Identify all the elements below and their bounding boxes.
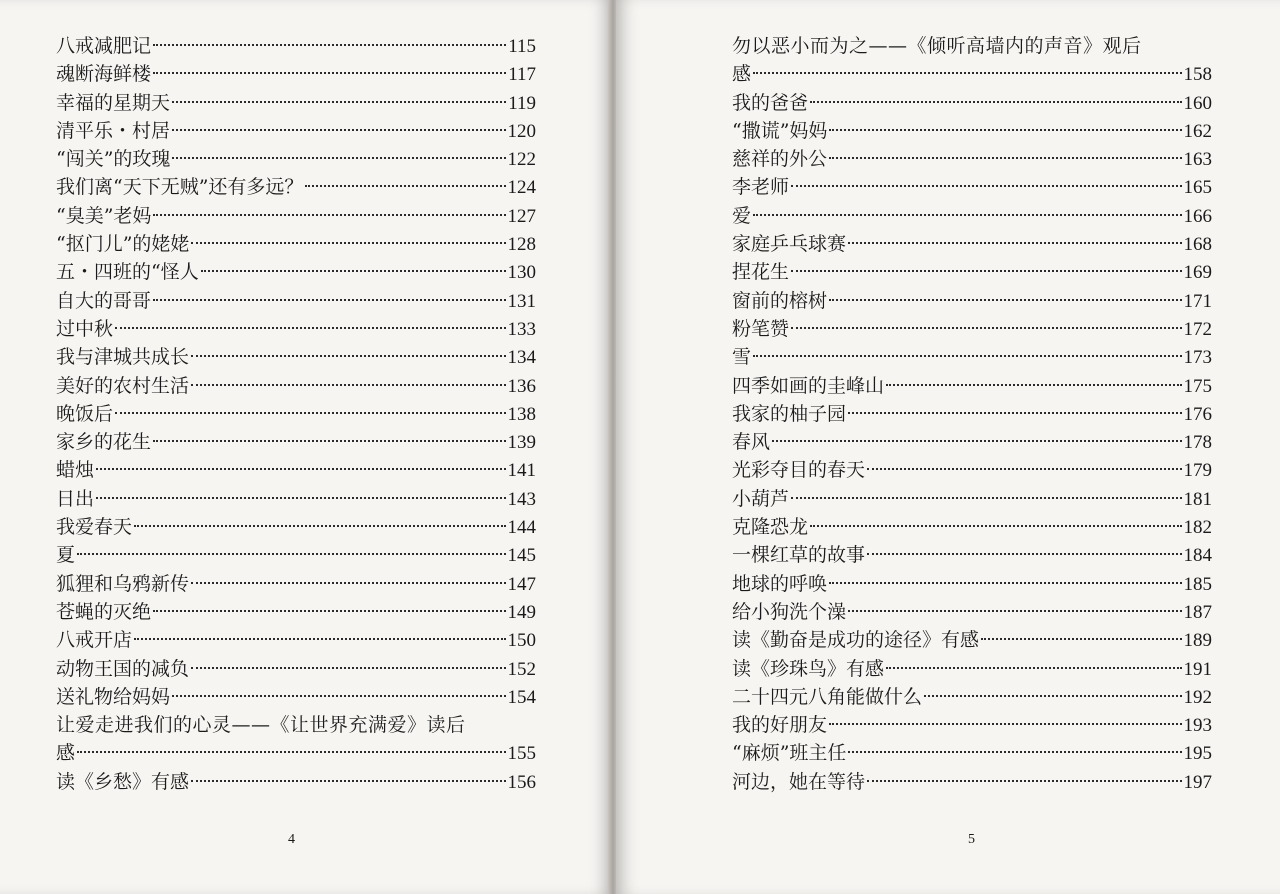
dot-leader	[191, 667, 505, 669]
dot-leader	[772, 440, 1181, 442]
toc-entry	[56, 372, 536, 400]
dot-leader	[153, 72, 506, 74]
toc-entry-page: 166	[1183, 205, 1212, 227]
dot-leader	[753, 72, 1181, 74]
toc-entry-title: “抠门儿”的姥姥	[56, 233, 190, 256]
toc-entry-title: 光彩夺目的春天	[732, 459, 866, 482]
toc-entry-page: 163	[1183, 149, 1212, 171]
toc-entry	[732, 655, 1212, 683]
toc-entry-page: 185	[1183, 573, 1212, 595]
toc-entry	[56, 230, 536, 258]
toc-list-left	[56, 32, 536, 796]
toc-entry	[56, 89, 536, 117]
toc-entry	[732, 570, 1212, 598]
dot-leader	[829, 723, 1181, 725]
dot-leader	[96, 497, 505, 499]
dot-leader	[191, 780, 505, 782]
toc-entry-title: 送礼物给妈妈	[56, 685, 171, 708]
toc-entry-page: 120	[507, 120, 536, 142]
toc-entry-page: 152	[507, 658, 536, 680]
left-page	[0, 0, 612, 894]
dot-leader	[96, 468, 505, 470]
toc-entry-page: 150	[507, 630, 536, 652]
dot-leader	[791, 497, 1181, 499]
dot-leader	[829, 299, 1181, 301]
dot-leader	[172, 101, 506, 103]
toc-entry-title: “臭美”老妈	[56, 204, 152, 227]
toc-entry-title: 春风	[732, 431, 771, 454]
toc-entry-page: 115	[508, 36, 536, 57]
toc-entry-title: 捏花生	[732, 261, 790, 284]
toc-entry-title: “撒谎”妈妈	[732, 119, 828, 142]
toc-entry-page: 195	[1183, 743, 1212, 765]
toc-entry-title: “闯关”的玫瑰	[56, 148, 171, 171]
toc-entry-title: 我们离“天下无贼”还有多远？	[56, 176, 304, 199]
dot-leader	[848, 751, 1181, 753]
toc-entry-page: 192	[1183, 686, 1212, 708]
toc-entry-title: “麻烦”班主任	[732, 742, 847, 765]
toc-entry-title: 给小狗洗个澡	[732, 600, 847, 623]
toc-entry-page: 189	[1183, 630, 1212, 652]
toc-entry-page: 197	[1183, 771, 1212, 793]
toc-entry-page: 156	[507, 771, 536, 793]
toc-entry	[732, 173, 1212, 201]
toc-entry-title: 慈祥的外公	[732, 148, 828, 171]
dot-leader	[924, 695, 1181, 697]
toc-entry-page: 172	[1183, 318, 1212, 340]
toc-entry-page: 128	[507, 234, 536, 256]
toc-entry-title: 感	[732, 63, 752, 86]
dot-leader	[172, 695, 505, 697]
toc-entry-title: 美好的农村生活	[56, 374, 190, 397]
toc-entry	[56, 400, 536, 428]
toc-entry-title: 八戒开店	[56, 629, 133, 652]
dot-leader	[77, 751, 505, 753]
toc-entry-page: 127	[507, 205, 536, 227]
toc-entry	[56, 570, 536, 598]
dot-leader	[810, 525, 1181, 527]
toc-entry-title: 我爱春天	[56, 516, 133, 539]
dot-leader	[753, 355, 1181, 357]
toc-entry-title: 读《乡愁》有感	[56, 770, 190, 793]
toc-entry	[732, 230, 1212, 258]
dot-leader	[829, 582, 1181, 584]
toc-entry-title: 感	[56, 742, 76, 765]
toc-entry-page: 138	[507, 403, 536, 425]
toc-entry-title: 家乡的花生	[56, 431, 152, 454]
toc-entry-page: 119	[508, 92, 536, 114]
dot-leader	[791, 327, 1181, 329]
toc-entry	[56, 173, 536, 201]
toc-entry-page: 182	[1183, 517, 1212, 539]
toc-entry-title: 自大的哥哥	[56, 289, 152, 312]
dot-leader	[191, 582, 505, 584]
toc-entry	[732, 258, 1212, 286]
dot-leader	[191, 355, 505, 357]
toc-entry	[732, 541, 1212, 569]
toc-entry	[56, 683, 536, 711]
right-page	[616, 0, 1280, 894]
toc-entry	[56, 428, 536, 456]
toc-entry	[732, 626, 1212, 654]
toc-entry	[56, 456, 536, 484]
toc-entry-title: 小葫芦	[732, 487, 790, 510]
dot-leader	[791, 185, 1181, 187]
toc-entry-title: 八戒减肥记	[56, 35, 152, 57]
toc-entry	[732, 513, 1212, 541]
toc-entry	[56, 541, 536, 569]
toc-entry	[732, 739, 1212, 767]
toc-entry-page: 147	[507, 573, 536, 595]
toc-entry-page: 171	[1183, 290, 1212, 312]
toc-entry-title: 家庭乒乓球赛	[732, 233, 847, 256]
toc-entry-title: 幸福的星期天	[56, 91, 171, 114]
toc-entry	[732, 89, 1212, 117]
toc-entry-page: 143	[507, 488, 536, 510]
toc-entry-title: 一棵红草的故事	[732, 544, 866, 567]
toc-entry-title: 魂断海鲜楼	[56, 63, 152, 86]
toc-entry-page: 149	[507, 601, 536, 623]
dot-leader	[810, 101, 1181, 103]
dot-leader	[867, 553, 1181, 555]
toc-entry	[56, 202, 536, 230]
toc-entry	[732, 456, 1212, 484]
dot-leader	[848, 412, 1181, 414]
toc-entry	[732, 372, 1212, 400]
dot-leader	[829, 129, 1181, 131]
toc-entry	[732, 400, 1212, 428]
toc-entry-title: 我的爸爸	[732, 91, 809, 114]
toc-entry-title: 狐狸和乌鸦新传	[56, 572, 190, 595]
toc-entry-page: 184	[1183, 545, 1212, 567]
toc-entry-page: 133	[507, 318, 536, 340]
toc-entry-title: 河边，她在等待	[732, 770, 866, 793]
dot-leader	[172, 129, 505, 131]
toc-entry	[56, 32, 536, 60]
toc-entry-title: 动物王国的减负	[56, 657, 190, 680]
toc-entry-page: 145	[507, 545, 536, 567]
dot-leader	[305, 185, 505, 187]
toc-entry-page: 175	[1183, 375, 1212, 397]
toc-entry-title: 地球的呼唤	[732, 572, 828, 595]
toc-entry-title: 蜡烛	[56, 459, 95, 482]
dot-leader	[153, 214, 505, 216]
dot-leader	[886, 667, 1181, 669]
toc-entry-title: 日出	[56, 487, 95, 510]
toc-entry	[732, 32, 1212, 60]
toc-entry	[56, 117, 536, 145]
toc-entry-page: 187	[1183, 601, 1212, 623]
toc-entry-title: 读《珍珠鸟》有感	[732, 657, 885, 680]
toc-entry-title: 李老师	[732, 176, 790, 199]
toc-entry	[56, 145, 536, 173]
toc-entry-title: 读《勤奋是成功的途径》有感	[732, 629, 980, 652]
toc-list-right	[732, 32, 1212, 796]
toc-entry	[56, 287, 536, 315]
dot-leader	[791, 270, 1181, 272]
dot-leader	[753, 214, 1181, 216]
toc-entry-title: 粉笔赞	[732, 317, 790, 340]
toc-entry-title: 克隆恐龙	[732, 516, 809, 539]
dot-leader	[153, 44, 506, 46]
dot-leader	[134, 525, 505, 527]
toc-entry-page: 134	[507, 347, 536, 369]
dot-leader	[115, 412, 505, 414]
toc-entry-page: 179	[1183, 460, 1212, 482]
toc-entry-title: 我与津城共成长	[56, 346, 190, 369]
toc-entry	[56, 485, 536, 513]
toc-entry-page: 122	[507, 149, 536, 171]
toc-entry	[56, 60, 536, 88]
toc-entry-title: 我的好朋友	[732, 714, 828, 737]
toc-entry	[732, 683, 1212, 711]
dot-leader	[981, 638, 1181, 640]
dot-leader	[867, 780, 1181, 782]
toc-entry	[732, 287, 1212, 315]
toc-entry-title: 让爱走进我们的心灵——《让世界充满爱》读后	[56, 714, 466, 737]
dot-leader	[77, 553, 505, 555]
page-number-left: 4	[288, 832, 295, 847]
toc-entry	[56, 258, 536, 286]
dot-leader	[848, 242, 1181, 244]
toc-entry	[56, 315, 536, 343]
toc-entry-page: 160	[1183, 92, 1212, 114]
toc-entry	[732, 768, 1212, 796]
dot-leader	[191, 242, 505, 244]
toc-entry	[732, 343, 1212, 371]
toc-entry-title: 雪	[732, 346, 752, 369]
toc-entry-title: 苍蝇的灭绝	[56, 600, 152, 623]
toc-entry	[56, 711, 536, 739]
toc-entry-page: 191	[1183, 658, 1212, 680]
toc-entry-page: 178	[1183, 432, 1212, 454]
dot-leader	[153, 440, 505, 442]
toc-entry-title: 清平乐・村居	[56, 119, 171, 142]
toc-entry-page: 193	[1183, 715, 1212, 737]
toc-entry	[732, 598, 1212, 626]
dot-leader	[172, 157, 505, 159]
dot-leader	[848, 610, 1181, 612]
toc-entry-title: 晚饭后	[56, 402, 114, 425]
dot-leader	[115, 327, 505, 329]
toc-entry	[732, 202, 1212, 230]
toc-entry-page: 131	[507, 290, 536, 312]
toc-entry-page: 144	[507, 517, 536, 539]
toc-entry-title: 窗前的榕树	[732, 289, 828, 312]
toc-entry-page: 154	[507, 686, 536, 708]
toc-entry	[732, 711, 1212, 739]
toc-entry-page: 176	[1183, 403, 1212, 425]
toc-entry-page: 117	[508, 64, 536, 86]
toc-entry-page: 141	[507, 460, 536, 482]
toc-entry-title: 勿以恶小而为之——《倾听高墙内的声音》观后	[732, 35, 1142, 57]
toc-entry-title: 五・四班的“怪人	[56, 261, 199, 284]
toc-entry-title: 过中秋	[56, 317, 114, 340]
toc-entry-page: 139	[507, 432, 536, 454]
toc-entry	[56, 768, 536, 796]
toc-entry-title: 四季如画的圭峰山	[732, 374, 885, 397]
toc-entry	[56, 343, 536, 371]
toc-entry-page: 158	[1183, 64, 1212, 86]
dot-leader	[153, 610, 505, 612]
toc-entry	[56, 655, 536, 683]
dot-leader	[886, 384, 1181, 386]
toc-entry	[732, 117, 1212, 145]
toc-entry-page: 181	[1183, 488, 1212, 510]
toc-entry	[56, 513, 536, 541]
dot-leader	[153, 299, 505, 301]
dot-leader	[867, 468, 1181, 470]
dot-leader	[201, 270, 506, 272]
toc-entry-title: 我家的柚子园	[732, 402, 847, 425]
toc-entry-title: 爱	[732, 204, 752, 227]
dot-leader	[134, 638, 505, 640]
toc-entry-title: 夏	[56, 544, 76, 567]
dot-leader	[191, 384, 505, 386]
toc-entry-page: 155	[507, 743, 536, 765]
toc-entry	[56, 598, 536, 626]
toc-entry-page: 168	[1183, 234, 1212, 256]
toc-entry-page: 173	[1183, 347, 1212, 369]
toc-entry-page: 165	[1183, 177, 1212, 199]
toc-entry-page: 169	[1183, 262, 1212, 284]
toc-entry	[56, 739, 536, 767]
toc-entry	[732, 60, 1212, 88]
dot-leader	[829, 157, 1181, 159]
toc-entry-page: 162	[1183, 120, 1212, 142]
page-number-right: 5	[968, 832, 975, 847]
toc-entry	[56, 626, 536, 654]
toc-entry-page: 136	[507, 375, 536, 397]
toc-entry	[732, 315, 1212, 343]
toc-entry	[732, 145, 1212, 173]
toc-entry-page: 130	[507, 262, 536, 284]
toc-entry-title: 二十四元八角能做什么	[732, 685, 923, 708]
toc-entry-page: 124	[507, 177, 536, 199]
toc-entry	[732, 485, 1212, 513]
toc-entry	[732, 428, 1212, 456]
